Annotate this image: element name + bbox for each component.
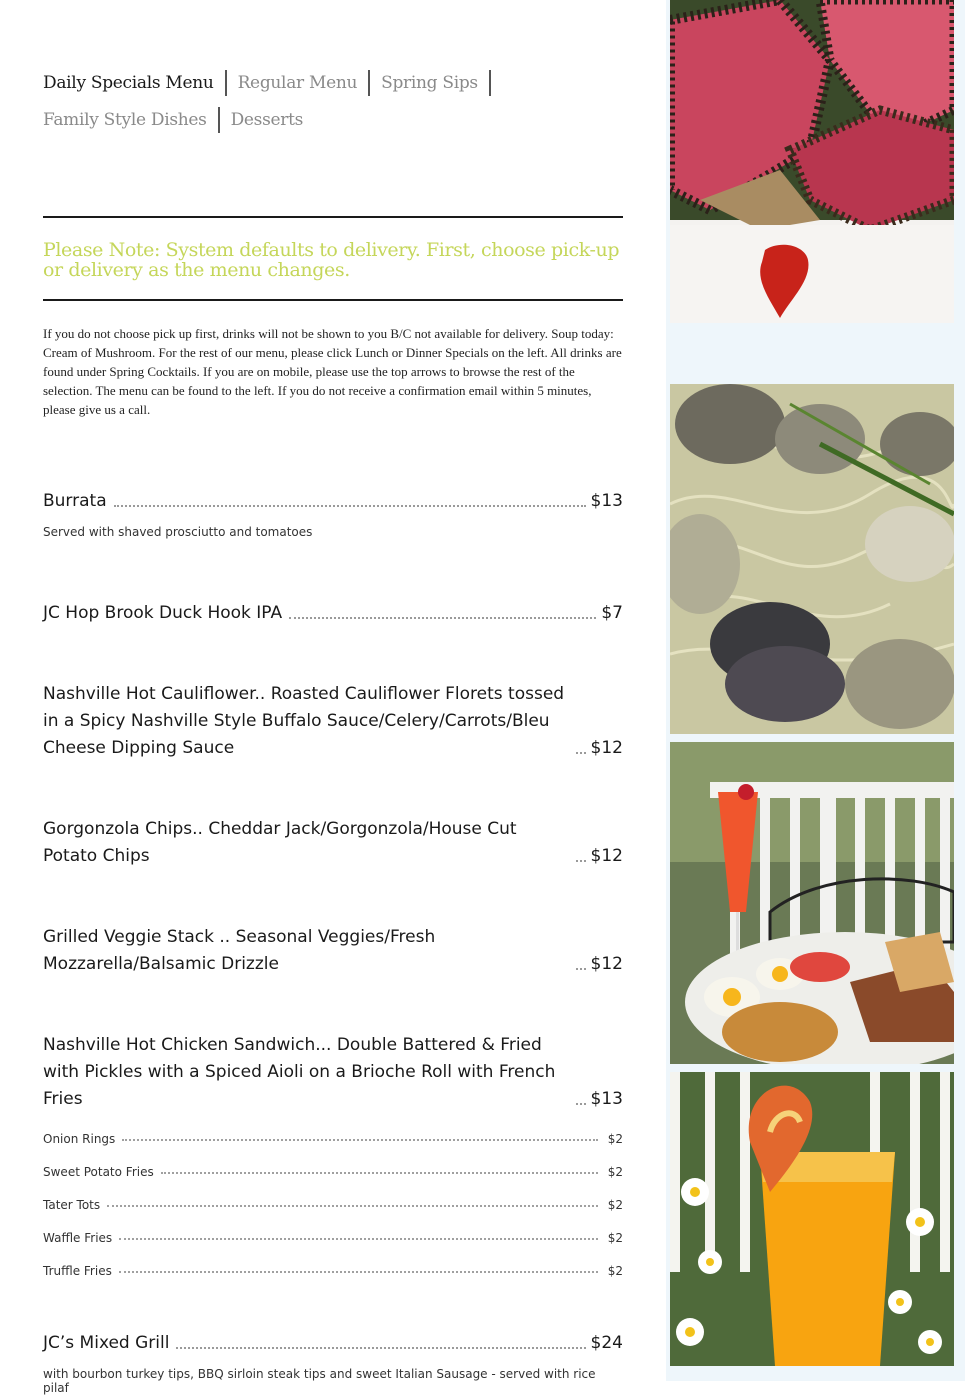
side-name: Onion Rings [43, 1132, 116, 1146]
leader-dots [161, 1172, 598, 1174]
menu-item[interactable] [43, 1032, 623, 1278]
side-name: Tater Tots [43, 1198, 101, 1212]
side-name: Sweet Potato Fries [43, 1165, 154, 1179]
item-price: $24 [590, 1333, 623, 1353]
side-option[interactable] [43, 1245, 623, 1278]
divider-bottom [43, 299, 623, 301]
leader-dots [119, 1238, 598, 1240]
side-name: Truffle Fries [43, 1264, 112, 1278]
side-option[interactable] [43, 1179, 623, 1212]
leader-dots [119, 1271, 598, 1273]
menu-item[interactable] [43, 924, 623, 978]
item-price: $12 [590, 846, 623, 866]
delivery-note: Please Note: System defaults to delivery. First, choose pick-up or delivery as the menu changes. [43, 239, 620, 281]
leader-dots [576, 1103, 586, 1105]
orange-drink-photo [670, 1072, 954, 1366]
menu-tabs-row-1 [43, 68, 623, 98]
leader-dots [576, 860, 586, 862]
menu-item[interactable] [43, 488, 623, 539]
leader-dots [114, 505, 586, 507]
item-price: $12 [590, 738, 623, 758]
divider-top [43, 216, 623, 218]
side-price: $2 [607, 1165, 623, 1179]
seared-tuna-photo [670, 0, 954, 323]
item-name: Nashville Hot Chicken Sandwich... Double Battered & Fried with Pickles with a Spiced Aioli on a Brioche Roll with French Fries [43, 1035, 556, 1109]
side-price: $2 [607, 1198, 623, 1212]
tab-daily-specials[interactable]: Daily Specials Menu [43, 70, 227, 96]
item-name: Gorgonzola Chips.. Cheddar Jack/Gorgonzola/House Cut Potato Chips [43, 819, 517, 866]
tab-spring-sips[interactable]: Spring Sips [370, 70, 491, 96]
item-name: Nashville Hot Cauliflower.. Roasted Cauliflower Florets tossed in a Spicy Nashville Style Buffalo Sauce/Celery/Carrots/Bleu Cheese Dipping Sauce [43, 684, 565, 758]
item-name: JC Hop Brook Duck Hook IPA [43, 603, 283, 623]
item-price: $12 [590, 954, 623, 974]
leader-dots [122, 1139, 597, 1141]
menu-item[interactable] [43, 600, 623, 627]
tab-regular-menu[interactable]: Regular Menu [227, 70, 371, 96]
side-price: $2 [607, 1264, 623, 1278]
item-description: with bourbon turkey tips, BBQ sirloin steak tips and sweet Italian Sausage - served with rice pilaf [43, 1367, 596, 1395]
order-instructions: If you do not choose pick up first, drinks will not be shown to you B/C not available for delivery. Soup today: Cream of Mushroom. For the rest of our menu, please click Lunch or Dinner Specials on the left. All drinks are found under Spring Cocktails. If you are on mobile, please use the top arrows to browse the rest of the selection. The menu can be found to the left. If you do not receive a confirmation email within 5 minutes, please give us a call. [43, 326, 622, 417]
side-name: Waffle Fries [43, 1231, 113, 1245]
item-name: Burrata [43, 491, 107, 511]
side-price: $2 [607, 1231, 623, 1245]
side-option[interactable] [43, 1146, 623, 1179]
item-name: JC’s Mixed Grill [43, 1333, 170, 1353]
side-option[interactable] [43, 1113, 623, 1146]
item-price: $13 [590, 1089, 623, 1109]
menu-item[interactable] [43, 681, 623, 762]
side-price: $2 [607, 1132, 623, 1146]
leader-dots [289, 617, 596, 619]
linguine-clams-photo [670, 384, 954, 734]
item-name: Grilled Veggie Stack .. Seasonal Veggies/Fresh Mozzarella/Balsamic Drizzle [43, 927, 436, 974]
leader-dots [576, 968, 586, 970]
side-option[interactable] [43, 1212, 623, 1245]
leader-dots [107, 1205, 598, 1207]
brunch-cocktail-photo [670, 742, 954, 1064]
menu-tabs [43, 68, 623, 142]
item-price: $13 [590, 491, 623, 511]
menu-item[interactable] [43, 1330, 623, 1395]
tab-family-style[interactable]: Family Style Dishes [43, 107, 220, 133]
leader-dots [176, 1347, 585, 1349]
menu-item[interactable] [43, 816, 623, 870]
tab-desserts[interactable]: Desserts [230, 110, 304, 130]
menu-tabs-row-2 [43, 105, 623, 135]
item-price: $7 [601, 603, 623, 623]
item-description: Served with shaved prosciutto and tomatoes [43, 525, 313, 539]
leader-dots [576, 752, 586, 754]
